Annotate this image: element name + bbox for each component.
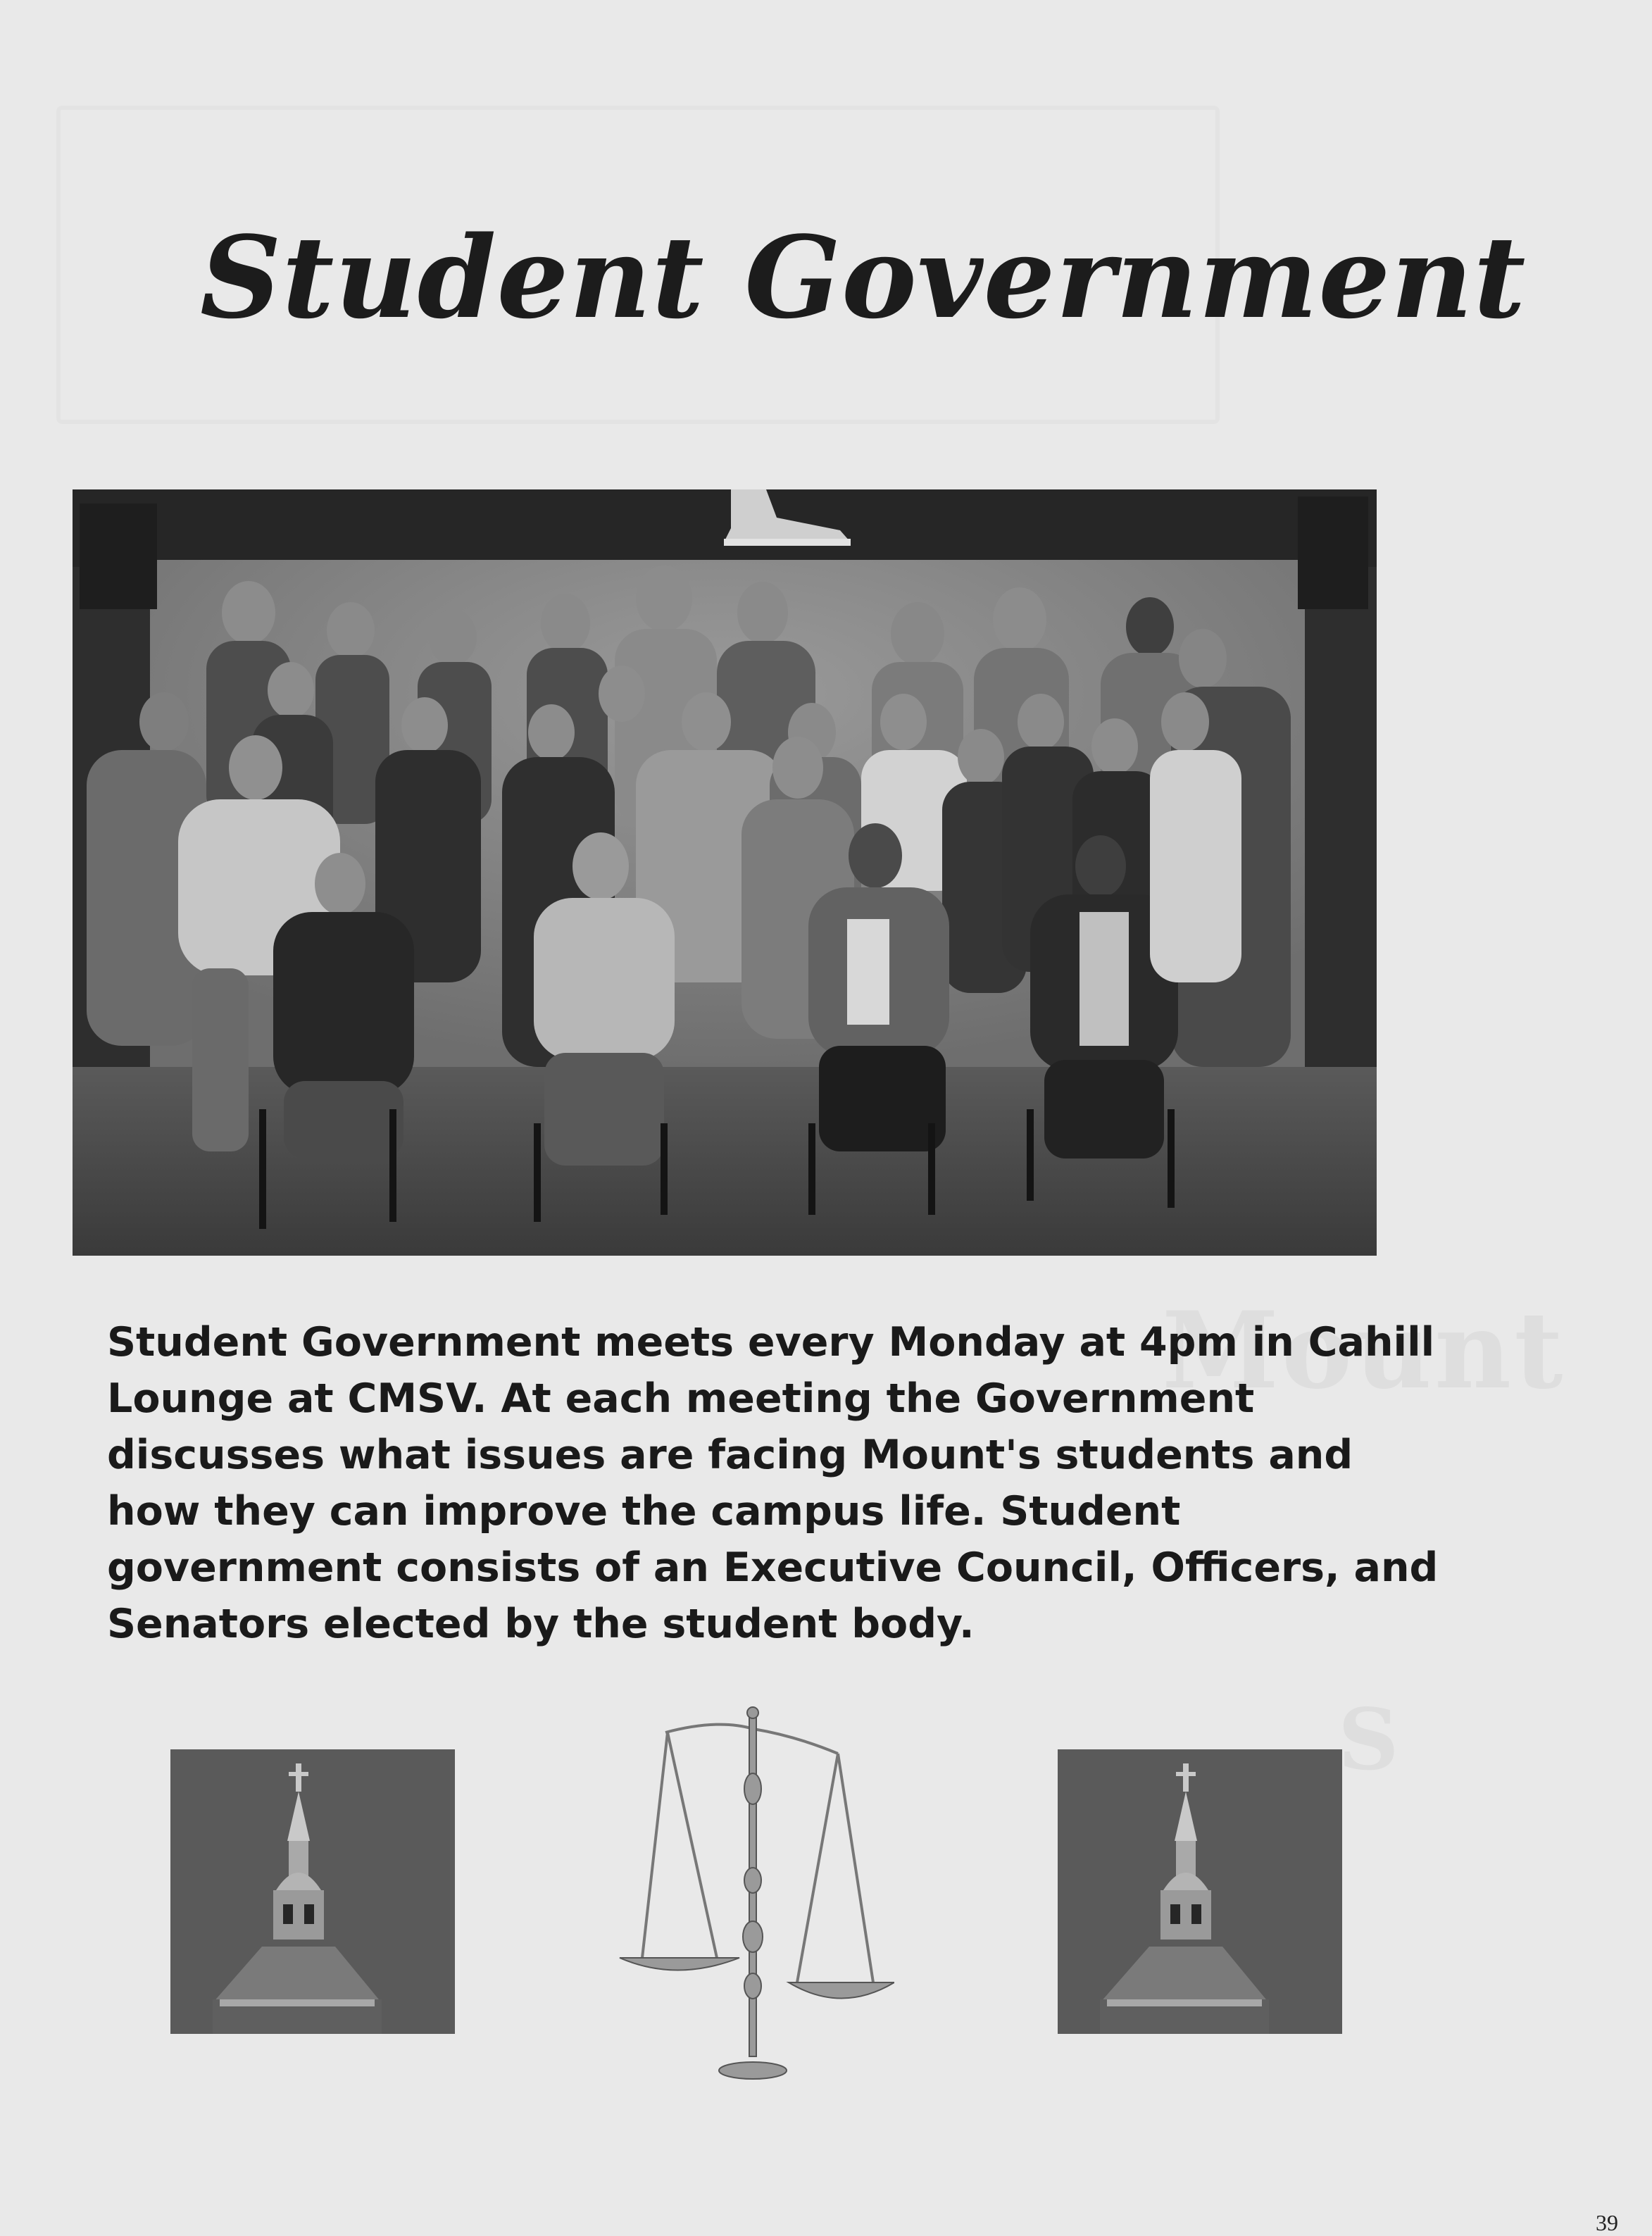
church-tower-icon <box>170 1749 455 2034</box>
body-paragraph: Student Government meets every Monday at 4pm in Cahill Lounge at CMSV. At each meeting the Government discusses what issues are facing Mount's students and how they can improve the campus life. Student government consists of an Executive Council, Officers, and Senators elected by the student body. <box>107 1319 1439 1647</box>
scales-of-justice-icon <box>613 1704 894 2085</box>
group-photo <box>73 489 1377 1256</box>
page-number: 39 <box>1596 2210 1618 2235</box>
church-tower-icon <box>1058 1749 1342 2034</box>
page-title: Student Government <box>200 211 1527 344</box>
bleed-through-text <box>1338 1690 1402 1790</box>
